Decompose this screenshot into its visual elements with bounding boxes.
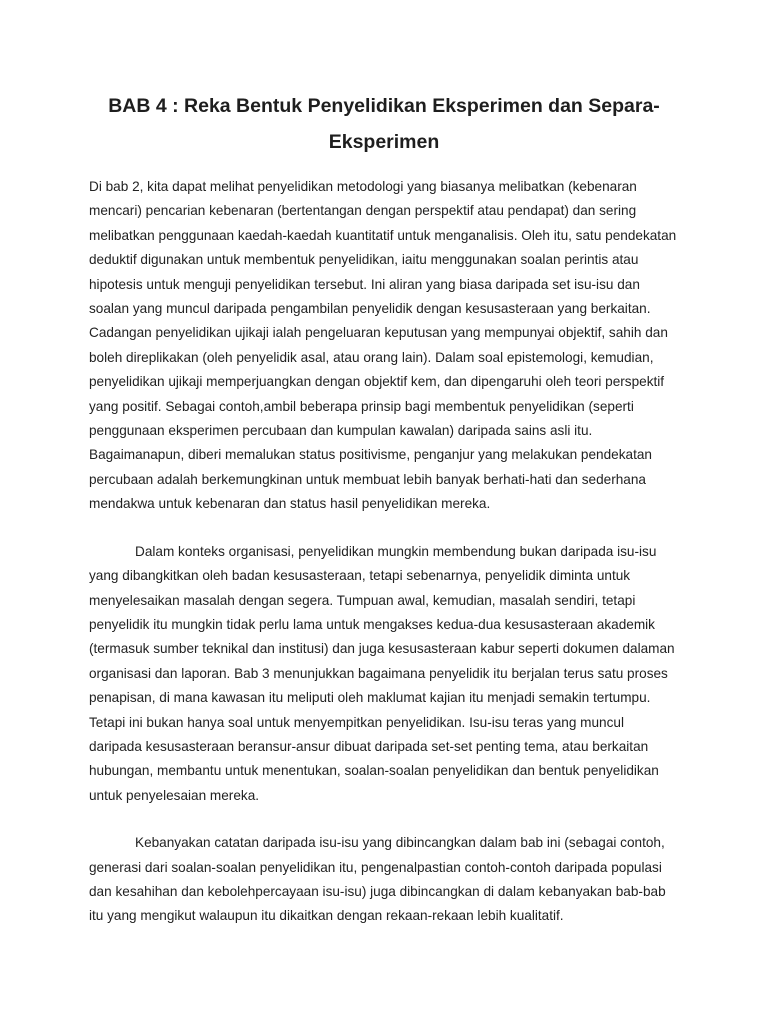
paragraph-3: Kebanyakan catatan daripada isu-isu yang dibincangkan dalam bab ini (sebagai contoh, generasi dari soalan-soalan penyelidikan itu, pengenalpastian contoh-contoh daripada populasi dan kesahihan dan kebolehpercayaan isu-isu) juga dibincangkan di dalam kebanyakan bab-bab itu yang mengikut walaupun itu dikaitkan dengan rekaan-rekaan lebih kualitatif. — [89, 835, 666, 924]
document-body — [89, 175, 679, 952]
paragraph-2: Dalam konteks organisasi, penyelidikan mungkin membendung bukan daripada isu-isu yang dibangkitkan oleh badan kesusasteraan, tetapi sebenarnya, penyelidik diminta untuk menyelesaikan masalah dengan segera. Tumpuan awal, kemudian, masalah sendiri, tetapi penyelidik itu mungkin tidak perlu lama untuk mengakses kedua-dua kesusasteraan akademik (termasuk sumber teknikal dan institusi) dan juga kesusasteraan kabur seperti dokumen dalaman organisasi dan laporan. Bab 3 menunjukkan bagaimana penyelidik itu berjalan terus satu proses penapisan, di mana kawasan itu meliputi oleh maklumat kajian itu menjadi semakin tertumpu. Tetapi ini bukan hanya soal untuk menyempitkan penyelidikan. Isu-isu teras yang muncul daripada kesusasteraan beransur-ansur dibuat daripada set-set penting tema, atau berkaitan hubungan, membantu untuk menentukan, soalan-soalan penyelidikan dan bentuk penyelidikan untuk penyelesaian mereka. — [89, 543, 675, 803]
document-title: BAB 4 : Reka Bentuk Penyelidikan Eksperimen dan Separa-Eksperimen — [108, 95, 660, 153]
paragraph-1: Di bab 2, kita dapat melihat penyelidikan metodologi yang biasanya melibatkan (kebenaran mencari) pencarian kebenaran (bertentangan dengan perspektif atau pendapat) dan sering melibatkan penggunaan kaedah-kaedah kuantitatif untuk menganalisis. Oleh itu, satu pendekatan deduktif digunakan untuk membentuk penyelidikan, iaitu menggunakan soalan perintis atau hipotesis untuk menguji penyelidikan tersebut. Ini aliran yang biasa daripada set isu-isu dan soalan yang muncul daripada pengambilan penyelidik dengan kesusasteraan yang berkaitan. Cadangan penyelidikan ujikaji ialah pengeluaran keputusan yang mempunyai objektif, sahih dan boleh direplikakan (oleh penyelidik asal, atau orang lain). Dalam soal epistemologi, kemudian, penyelidikan ujikaji memperjuangkan dengan objektif kem, dan dipengaruhi oleh teori perspektif yang positif. Sebagai contoh,ambil beberapa prinsip bagi membentuk penyelidikan (seperti penggunaan eksperimen percubaan dan kumpulan kawalan) daripada sains asli itu. Bagaimanapun, diberi memalukan status positivisme, penganjur yang melakukan pendekatan percubaan adalah berkemungkinan untuk membuat lebih banyak berhati-hati dan sederhana mendakwa untuk kebenaran dan status hasil penyelidikan mereka. — [89, 179, 677, 512]
